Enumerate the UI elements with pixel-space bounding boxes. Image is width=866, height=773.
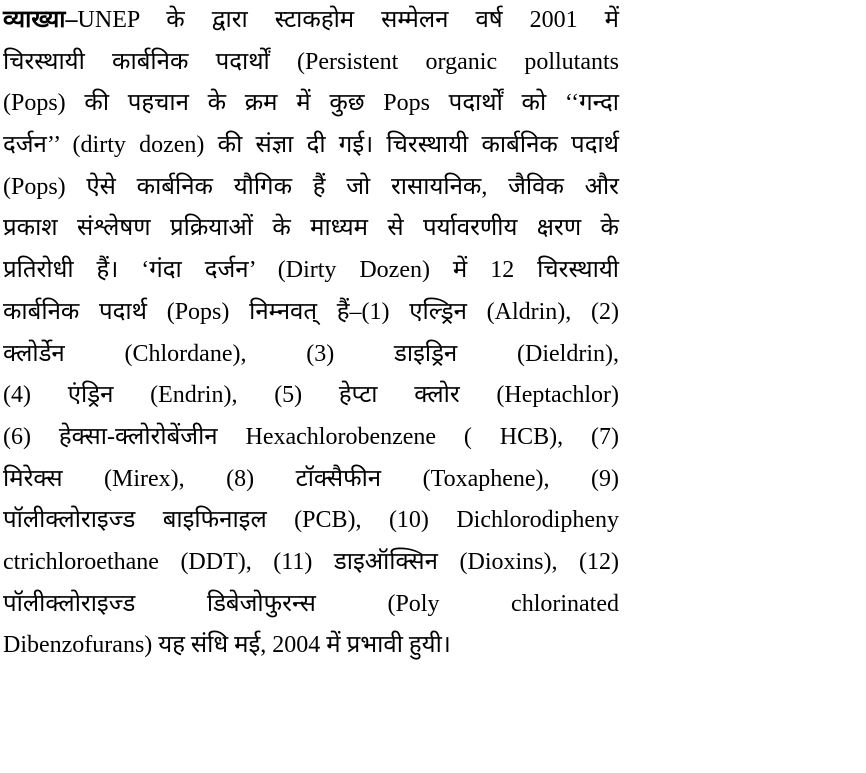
text-line-11: (6) हेक्सा-क्लोरोबेंजीन Hexachlorobenzene ( HCB), (7) [3,423,619,450]
text-line-12: मिरेक्स (Mirex), (8) टॉक्सैफीन (Toxaphene), (9) [3,465,619,492]
text-line-5: (Pops) ऐसे कार्बनिक यौगिक हैं जो रासायनिक, जैविक और [3,173,619,200]
text-line-3: (Pops) की पहचान के क्रम में कुछ Pops पदार्थों को ‘‘गन्दा [3,90,619,117]
text-line-15: पॉलीक्लोराइज्ड डिबेजोफुरन्स (Poly chlorinated [3,590,619,617]
text-line-9: क्लोर्डेन (Chlordane), (3) डाइड्रिन (Dieldrin), [3,340,619,367]
text-line-1-body: UNEP के द्वारा स्टाकहोम सम्मेलन वर्ष 2001 में [77,7,619,33]
text-line-16: Dibenzofurans) यह संधि मई, 2004 में प्रभावी हुयी। [3,632,451,659]
text-line-13: पॉलीक्लोराइज्ड बाइफिनाइल (PCB), (10) Dichlorodipheny [3,507,619,534]
text-line-8: कार्बनिक पदार्थ (Pops) निम्नवत् हैं–(1) एल्ड्रिन (Aldrin), (2) [3,298,619,325]
text-line-7: प्रतिरोधी हैं। ‘गंदा दर्जन’ (Dirty Dozen) में 12 चिरस्थायी [3,257,619,284]
text-line-14: ctrichloroethane (DDT), (11) डाइऑक्सिन (Dioxins), (12) [3,548,619,575]
text-line-1 [3,0,619,42]
text-line-6: प्रकाश संश्लेषण प्रक्रियाओं के माध्यम से पर्यावरणीय क्षरण के [3,215,619,242]
text-line-2: चिरस्थायी कार्बनिक पदार्थों (Persistent organic pollutants [3,48,619,75]
answer-explanation [3,0,619,667]
text-line-10: (4) एंड्रिन (Endrin), (5) हेप्टा क्लोर (Heptachlor) [3,382,619,409]
explanation-label: व्याख्या– [3,7,78,33]
text-line-4: दर्जन’’ (dirty dozen) की संज्ञा दी गई। चिरस्थायी कार्बनिक पदार्थ [3,132,619,159]
